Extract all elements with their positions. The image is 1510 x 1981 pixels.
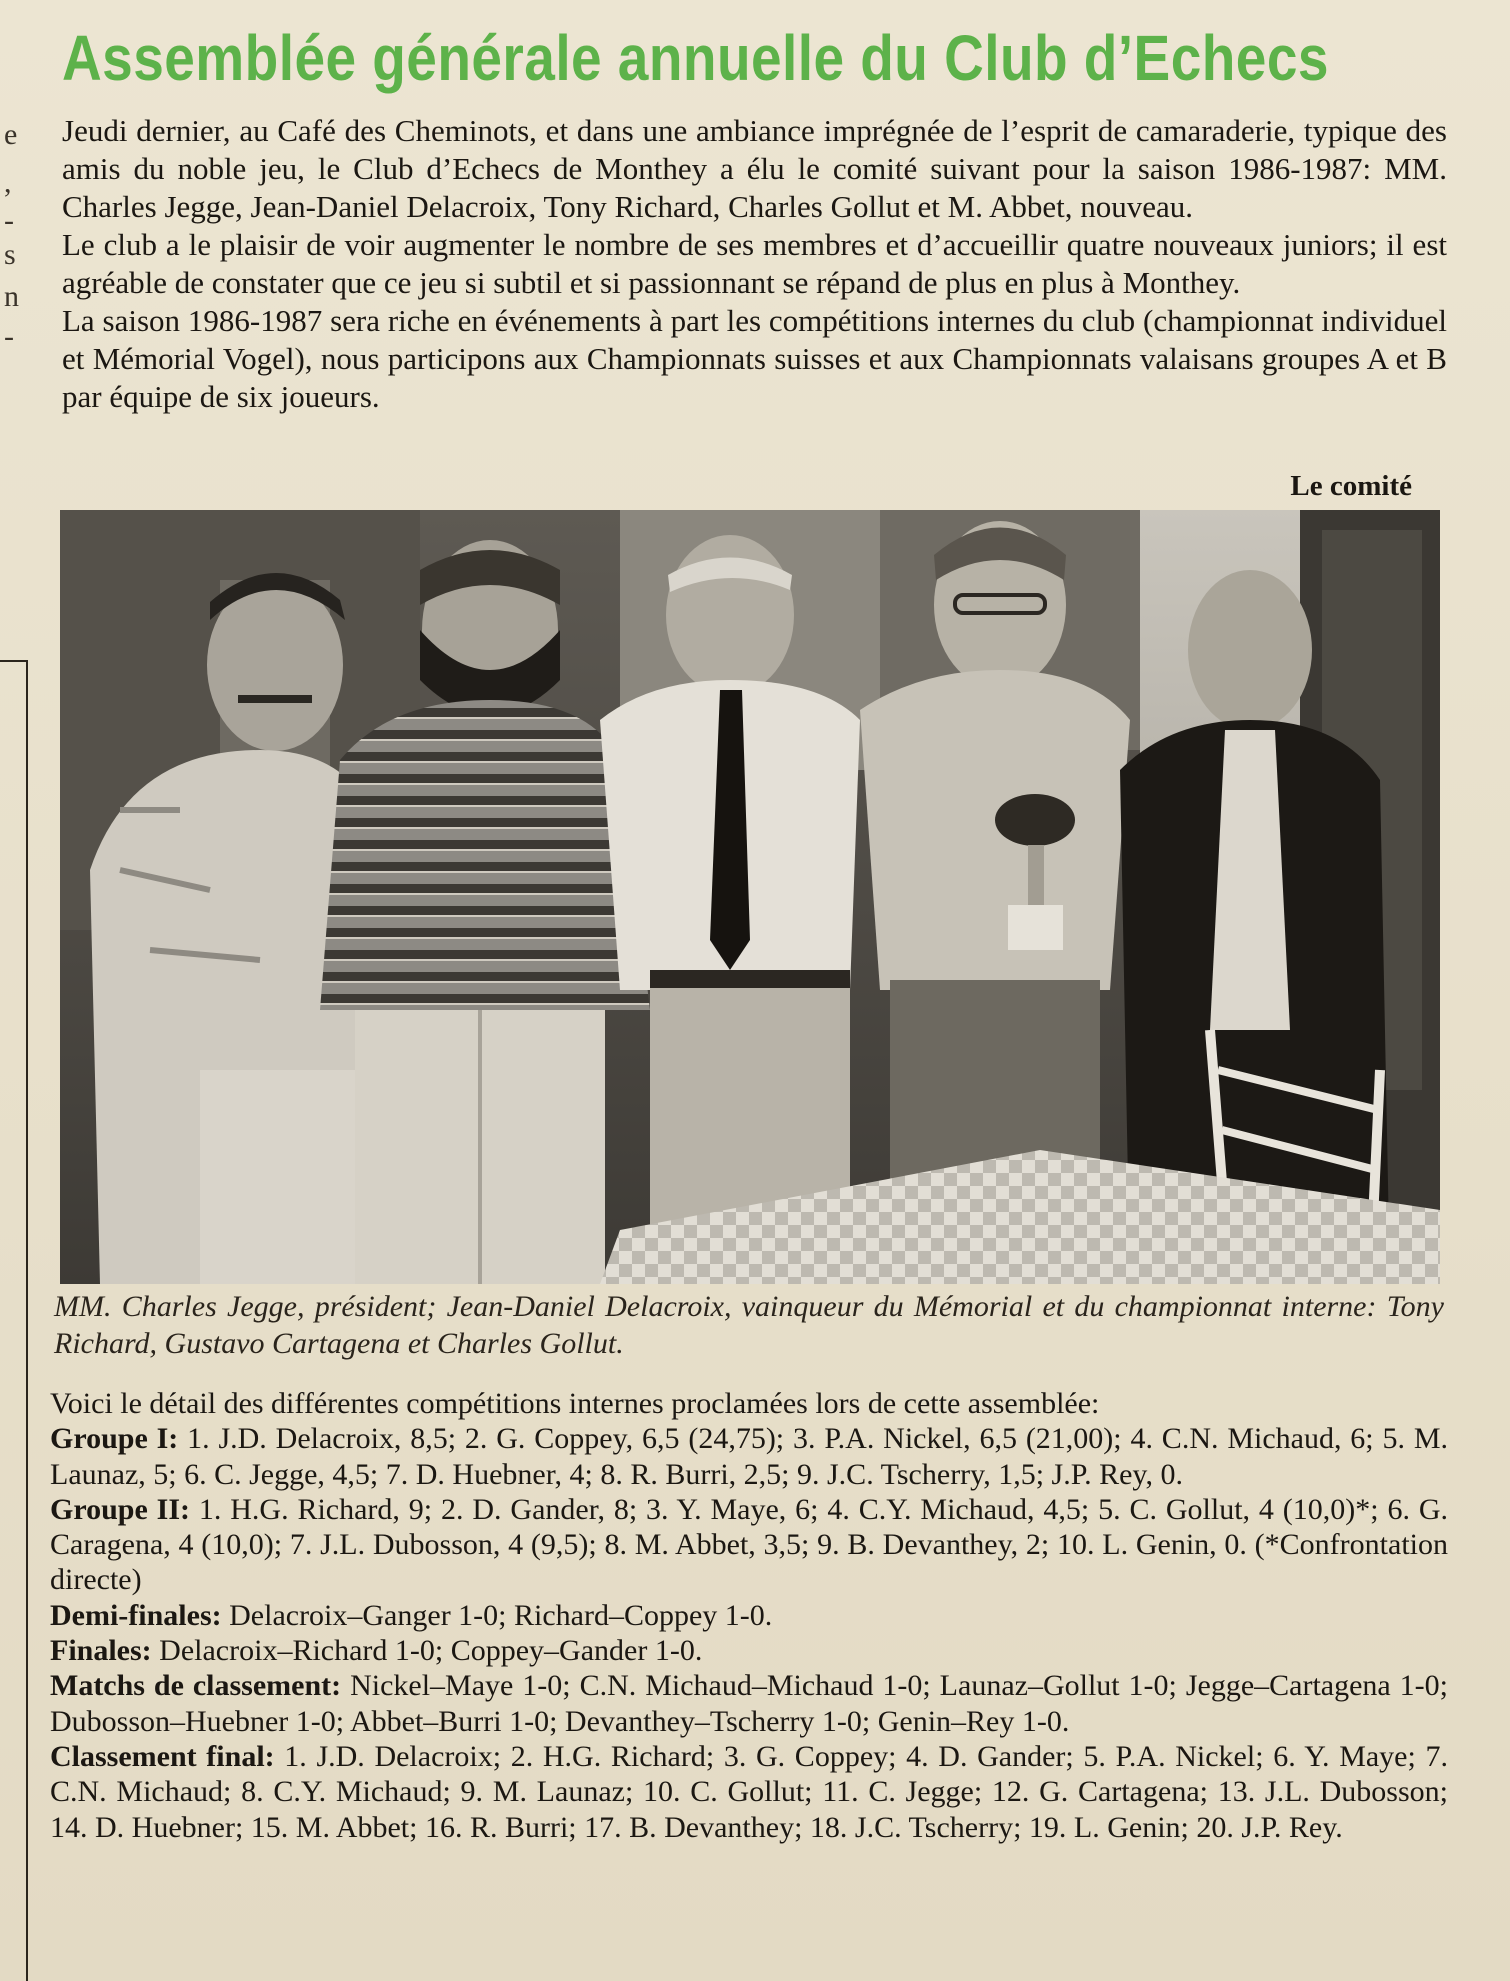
results-text: Nickel–Maye 1-0; C.N. Michaud–Michaud 1-0; Launaz–Gollut 1-0; Jegge–Cartagena 1-0; Dubosson–Huebner 1-0; Abbet–Burri 1-0; Devanthey–Tscherry 1-0; Genin–Rey 1-0. <box>50 1669 1448 1738</box>
results-label: Classement final: <box>50 1739 275 1773</box>
margin-fragment: - <box>4 320 14 353</box>
intro-paragraph: La saison 1986-1987 sera riche en événements à part les compétitions internes du club (championnat individuel et Mémorial Vogel), nous participons aux Championnats suisses et aux Championnats valaisans groupes A et B par équipe de six joueurs. <box>62 303 1447 414</box>
results-text: Delacroix–Richard 1-0; Coppey–Gander 1-0. <box>151 1634 703 1668</box>
results-paragraph <box>50 1739 1448 1845</box>
results-text: 1. J.D. Delacroix; 2. H.G. Richard; 3. G. Coppey; 4. D. Gander; 5. P.A. Nickel; 6. Y. Maye; 7. C.N. Michaud; 8. C.Y. Michaud; 9. M. Launaz; 10. C. Gollut; 11. C. Jegge; 12. G. Cartagena; 13. J.L. Dubosson; 14. D. Huebner; 15. M. Abbet; 16. R. Burri; 17. B. Devanthey; 18. J.C. Tscherry; 19. L. Genin; 20. J.P. Rey. <box>50 1739 1448 1844</box>
article-intro <box>62 112 1447 416</box>
article-title: Assemblée générale annuelle du Club d’Echecs <box>62 22 1329 94</box>
results-label: Matchs de classement: <box>50 1669 342 1703</box>
results-label: Groupe I: <box>50 1422 179 1456</box>
margin-fragment: , <box>4 166 12 199</box>
competition-results <box>50 1386 1448 1845</box>
photo-caption: MM. Charles Jegge, président; Jean-Daniel Delacroix, vainqueur du Mémorial et du championnat interne: Tony Richard, Gustavo Cartagena et Charles Gollut. <box>54 1290 1444 1360</box>
results-paragraph <box>50 1633 1448 1668</box>
margin-fragment: - <box>4 204 14 237</box>
results-text: 1. H.G. Richard, 9; 2. D. Gander, 8; 3. Y. Maye, 6; 4. C.Y. Michaud, 4,5; 5. C. Gollut, 4 (10,0)*; 6. G. Caragena, 4 (10,0); 7. J.L. Dubosson, 4 (9,5); 8. M. Abbet, 3,5; 9. B. Devanthey, 2; 10. L. Genin, 0. (*Confrontation directe) <box>50 1492 1449 1597</box>
results-label: Groupe II: <box>50 1492 191 1526</box>
margin-fragment: s <box>4 238 16 271</box>
intro-paragraph: Jeudi dernier, au Café des Cheminots, et dans une ambiance imprégnée de l’esprit de camaraderie, typique des amis du noble jeu, le Club d’Echecs de Monthey a élu le comité suivant pour la saison 1986-1987: MM. Charles Jegge, Jean-Daniel Delacroix, Tony Richard, Charles Gollut et M. Abbet, nouveau. <box>62 113 1447 224</box>
results-label: Finales: <box>50 1634 152 1668</box>
results-paragraph <box>50 1492 1448 1598</box>
results-paragraph <box>50 1668 1448 1739</box>
group-photo <box>60 510 1440 1284</box>
margin-fragment: e <box>4 118 18 151</box>
results-text: 1. J.D. Delacroix, 8,5; 2. G. Coppey, 6,5 (24,75); 3. P.A. Nickel, 6,5 (21,00); 4. C.N. Michaud, 6; 5. M. Launaz, 5; 6. C. Jegge, 4,5; 7. D. Huebner, 4; 8. R. Burri, 2,5; 9. J.C. Tscherry, 1,5; J.P. Rey, 0. <box>50 1422 1448 1491</box>
column-rule-horizontal <box>0 660 28 662</box>
results-text: Delacroix–Ganger 1-0; Richard–Coppey 1-0. <box>221 1598 773 1632</box>
results-label: Demi-finales: <box>50 1598 222 1632</box>
margin-fragment: n <box>4 280 19 313</box>
column-rule-vertical <box>26 660 28 1981</box>
results-paragraph <box>50 1421 1448 1492</box>
intro-paragraph: Le club a le plaisir de voir augmenter le nombre de ses membres et d’accueillir quatre nouveaux juniors; il est agréable de constater que ce jeu si subtil et si passionnant se répand de plus en plus à Monthey. <box>62 227 1447 300</box>
results-intro: Voici le détail des différentes compétitions internes proclamées lors de cette assemblée: <box>50 1387 1100 1420</box>
results-paragraph <box>50 1598 1448 1633</box>
article-signature: Le comité <box>1290 470 1412 502</box>
